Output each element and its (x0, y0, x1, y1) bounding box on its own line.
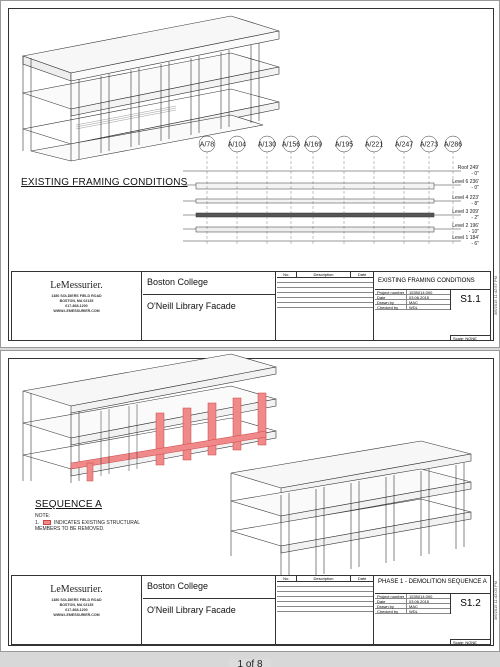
level-elevation: - 2" (471, 215, 479, 221)
firm-phone: 617-868-1200 (65, 304, 88, 308)
title-block (11, 575, 491, 645)
grid-line-label: A/221 (364, 141, 384, 149)
grid-line-label: A/78 (199, 141, 215, 149)
page-count-label: 1 of 8 (229, 659, 270, 667)
info-row: Date 03.06.2015 (375, 295, 450, 300)
level-elevation: - 6" (471, 241, 479, 247)
revision-table (277, 576, 374, 644)
rev-col-description: Description (297, 576, 351, 581)
firm-web: WWW.LEMESSURIER.COM (53, 309, 100, 313)
title-block (11, 271, 491, 341)
plot-timestamp: 3/6/2015 11:43:03 PM (493, 581, 498, 621)
grid-line-label: A/156 (281, 141, 301, 149)
level-elevation: - 0" (471, 185, 479, 191)
sheet-number: S1.1 (450, 290, 490, 310)
info-row: Checked by WDL (375, 305, 450, 310)
level-elevation: - 8" (471, 201, 479, 207)
firm-address2: BOSTON, MA 02135 (59, 299, 94, 303)
sheet-number: S1.2 (450, 594, 490, 614)
info-row: Checked by WDL (375, 609, 450, 614)
level-name: Level 1 184' (452, 235, 479, 241)
firm-name: LeMessurier. (50, 280, 103, 291)
sheet-info (375, 272, 490, 340)
rev-col-date: Date (357, 272, 367, 277)
note-number: 1. (35, 520, 40, 526)
firm-logo (12, 272, 142, 340)
note-item (35, 520, 145, 532)
info-row: Project number 1535014.000 (375, 594, 450, 599)
firm-address1: 1380 SOLDIERS FIELD ROAD (51, 294, 102, 298)
scale-label: Scale: NONE (450, 639, 490, 644)
scale-label: Scale: NONE (450, 335, 490, 340)
firm-logo (12, 576, 142, 644)
level-elevation: - 10" (468, 229, 479, 235)
firm-phone: 617-868-1200 (65, 608, 88, 612)
rev-col-description: Description (297, 272, 351, 277)
firm-address1: 1380 SOLDIERS FIELD ROAD (51, 598, 102, 602)
firm-web: WWW.LEMESSURIER.COM (53, 613, 100, 617)
client-name: Boston College (147, 277, 209, 287)
project-info (143, 576, 276, 644)
sheet-s1-2 (0, 350, 500, 652)
sheet-info (375, 576, 490, 644)
grid-line-label: A/286 (443, 141, 463, 149)
note-text: INDICATES EXISTING STRUCTURAL MEMBERS TO BE REMOVED. (35, 520, 140, 532)
sheet-title: EXISTING FRAMING CONDITIONS (375, 272, 490, 290)
grid-line-label: A/104 (227, 141, 247, 149)
revision-table (277, 272, 374, 340)
removal-legend-swatch (43, 520, 51, 525)
project-name: O'Neill Library Facade (147, 301, 236, 311)
info-row: Project number 1535014.000 (375, 290, 450, 295)
sheet-title: PHASE 1 - DEMOLITION SEQUENCE A (375, 576, 490, 594)
rev-col-date: Date (357, 576, 367, 581)
grid-line-label: A/195 (334, 141, 354, 149)
project-name: O'Neill Library Facade (147, 605, 236, 615)
level-name: Level 3 209' (452, 209, 479, 215)
client-name: Boston College (147, 581, 209, 591)
info-row: Date 03.06.2015 (375, 599, 450, 604)
firm-name: LeMessurier. (50, 584, 103, 595)
note-heading: NOTE: (35, 513, 51, 519)
grid-line-label: A/273 (419, 141, 439, 149)
level-name: Level 6 236' (452, 179, 479, 185)
grid-line-label: A/247 (394, 141, 414, 149)
firm-address2: BOSTON, MA 02135 (59, 603, 94, 607)
level-name: Level 2 196' (452, 223, 479, 229)
info-row: Drawn by MAC (375, 300, 450, 305)
page-indicator (0, 654, 500, 667)
level-name: Roof 249' (457, 165, 479, 171)
info-row: Drawn by MAC (375, 604, 450, 609)
plot-timestamp: 3/6/2015 11:42:57 PM (493, 276, 498, 316)
rev-col-no: No. (277, 576, 297, 581)
drawing-title: SEQUENCE A (35, 499, 103, 510)
project-info (143, 272, 276, 340)
rev-col-no: No. (277, 272, 297, 277)
level-elevation: - 0" (471, 171, 479, 177)
grid-line-label: A/169 (303, 141, 323, 149)
drawing-title: EXISTING FRAMING CONDITIONS (21, 177, 188, 188)
level-name: Level 4 223' (452, 195, 479, 201)
grid-line-label: A/130 (257, 141, 277, 149)
